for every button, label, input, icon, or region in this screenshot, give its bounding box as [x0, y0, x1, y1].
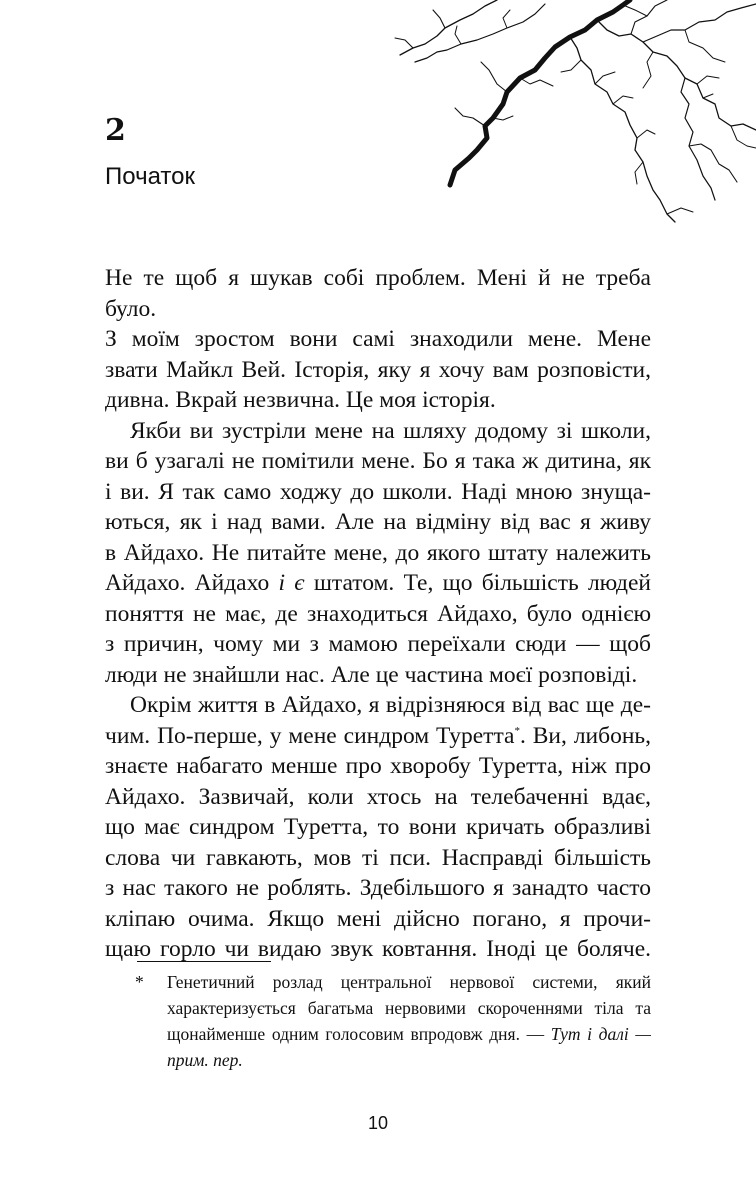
body-line: З моїм зростом вони самі знаходили мене. Мене: [105, 326, 651, 352]
body-line: що має синдром Туретта, то вони кричать образливі: [105, 814, 651, 840]
footnote-marker: *: [135, 972, 144, 992]
footnote: [105, 969, 651, 1073]
emphasis-text: і є: [278, 570, 305, 596]
body-line: Айдахо. Зазвичай, коли хтось на телебаченні вдає,: [105, 783, 651, 810]
body-line: знаєте набагато менше про хворобу Туретта, ніж про: [105, 753, 651, 779]
body-text-segment: . Ви, либонь,: [519, 722, 651, 749]
body-text-segment: штатом. Те, що більшість людей: [304, 570, 652, 596]
body-line: слова чи гавкають, мов ті пси. Насправді більшість: [105, 844, 651, 871]
chapter-number: 2: [105, 113, 126, 148]
body-line: з причин, чому ми з мамою переїхали сюди — щоб: [105, 631, 651, 657]
body-line: Якби ви зустріли мене на шляху додому зі школи,: [130, 417, 651, 444]
body-line: Окрім життя в Айдахо, я відрізняюся від вас ще де-: [130, 692, 651, 718]
footnote-italic: Тут і далі — прим. пер.: [167, 1024, 651, 1070]
footnote-reference[interactable]: *: [514, 724, 520, 737]
body-line: Не те щоб я шукав собі проблем. Мені й не треба було.: [105, 265, 651, 322]
body-text-segment: чим. По-перше, у мене синдром Туретта: [105, 722, 515, 749]
body-line: в Айдахо. Не питайте мене, до якого штату належить: [105, 539, 651, 566]
page-number: 10: [367, 1113, 389, 1133]
body-line: щаю горло чи видаю звук ковтання. Іноді це боляче.: [105, 936, 651, 962]
body-text-segment: Айдахо. Айдахо: [105, 570, 279, 596]
chapter-body: [105, 263, 651, 965]
body-line: кліпаю очима. Якщо мені дійсно погано, я прочи-: [105, 905, 651, 932]
body-line: ються, як і над вами. Але на відміну від вас я живу: [105, 509, 651, 535]
footnote-text: [167, 969, 651, 1073]
footnote-divider: [137, 961, 271, 962]
lightning-crack-illustration: [385, 0, 756, 230]
body-line: [105, 721, 651, 752]
footnote-body: Генетичний розлад центральної нервової системи, який характеризується багатьма нервовими скороченнями тіла та щонайменше одним голосовим впродовж дня. —: [167, 972, 651, 1044]
chapter-title: Початок: [105, 163, 195, 190]
body-line: люди не знайшли нас. Але це частина моєї розповіді.: [105, 661, 638, 688]
body-line: звати Майкл Вей. Історія, яку я хочу вам розповісти,: [105, 356, 651, 383]
body-line: [105, 568, 651, 599]
body-line: і ви. Я так само ходжу до школи. Наді мною знуща-: [105, 478, 651, 505]
body-line: поняття не має, де знаходиться Айдахо, було однією: [105, 600, 651, 627]
body-line: ви б узагалі не помітили мене. Бо я така ж дитина, як: [105, 448, 651, 474]
body-line: з нас такого не роблять. Здебільшого я занадто часто: [105, 875, 651, 901]
body-line: дивна. Вкрай незвична. Це моя історія.: [105, 387, 496, 413]
